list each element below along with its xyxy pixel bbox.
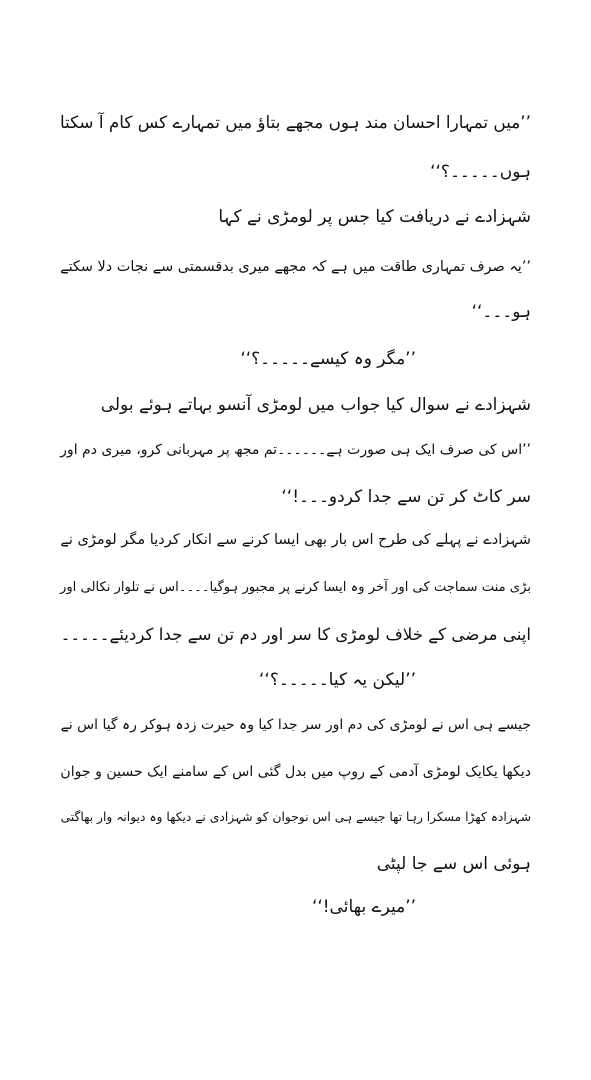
text-line: شہزادے نے سوال کیا جواب میں لومڑی آنسو بہاتے ہوئے بولی xyxy=(100,395,531,415)
text-line: جیسے ہی اس نے لومڑی کی دم اور سر جدا کیا وہ حیرت زدہ ہوکر رہ گیا اس نے xyxy=(60,717,531,733)
text-line: شہزادے نے پہلے کی طرح اس بار بھی ایسا کرنے سے انکار کردیا مگر لومڑی نے xyxy=(60,531,531,548)
text-line: ہوں۔۔۔۔۔؟‘‘ xyxy=(430,162,531,182)
text-line: شہزادہ کھڑا مسکرا رہا تھا جیسے ہی اس نوجوان کو شہزادی نے دیکھا وہ دیوانہ وار بھاگتی xyxy=(60,810,531,824)
text-line: بڑی منت سماجت کی اور آخر وہ ایسا کرنے پر مجبور ہوگیا۔۔۔۔اس نے تلوار نکالی اور xyxy=(59,580,531,595)
text-line: اپنی مرضی کے خلاف لومڑی کا سر اور دم تن سے جدا کردیئے۔۔۔۔۔ xyxy=(60,625,531,644)
text-line: ’’لیکن یہ کیا۔۔۔۔۔؟‘‘ xyxy=(259,670,416,690)
text-line: شہزادے نے دریافت کیا جس پر لومڑی نے کہا xyxy=(218,207,531,227)
text-line: ’’میں تمہارا احسان مند ہوں مجھے بتاؤ میں تمہارے کس کام آ سکتا xyxy=(59,112,531,132)
text-line: سر کاٹ کر تن سے جدا کردو۔۔۔!‘‘ xyxy=(281,487,531,507)
text-line: ’’میرے بھائی!‘‘ xyxy=(311,897,416,917)
text-line: ہوئی اس سے جا لپٹی xyxy=(376,854,531,874)
text-line: ’’اس کی صرف ایک ہی صورت ہے۔۔۔۔۔۔تم مجھ پر مہربانی کرو، میری دم اور xyxy=(60,442,531,458)
text-line: ہو۔۔۔‘‘ xyxy=(471,302,531,322)
text-line: دیکھا یکایک لومڑی آدمی کے روپ میں بدل گئی اس کے سامنے ایک حسین و جوان xyxy=(60,764,531,780)
text-line: ’’مگر وہ کیسے۔۔۔۔۔؟‘‘ xyxy=(240,349,416,369)
text-line: ’’یہ صرف تمہاری طاقت میں ہے کہ مجھے میری بدقسمتی سے نجات دلا سکتے xyxy=(60,259,531,275)
